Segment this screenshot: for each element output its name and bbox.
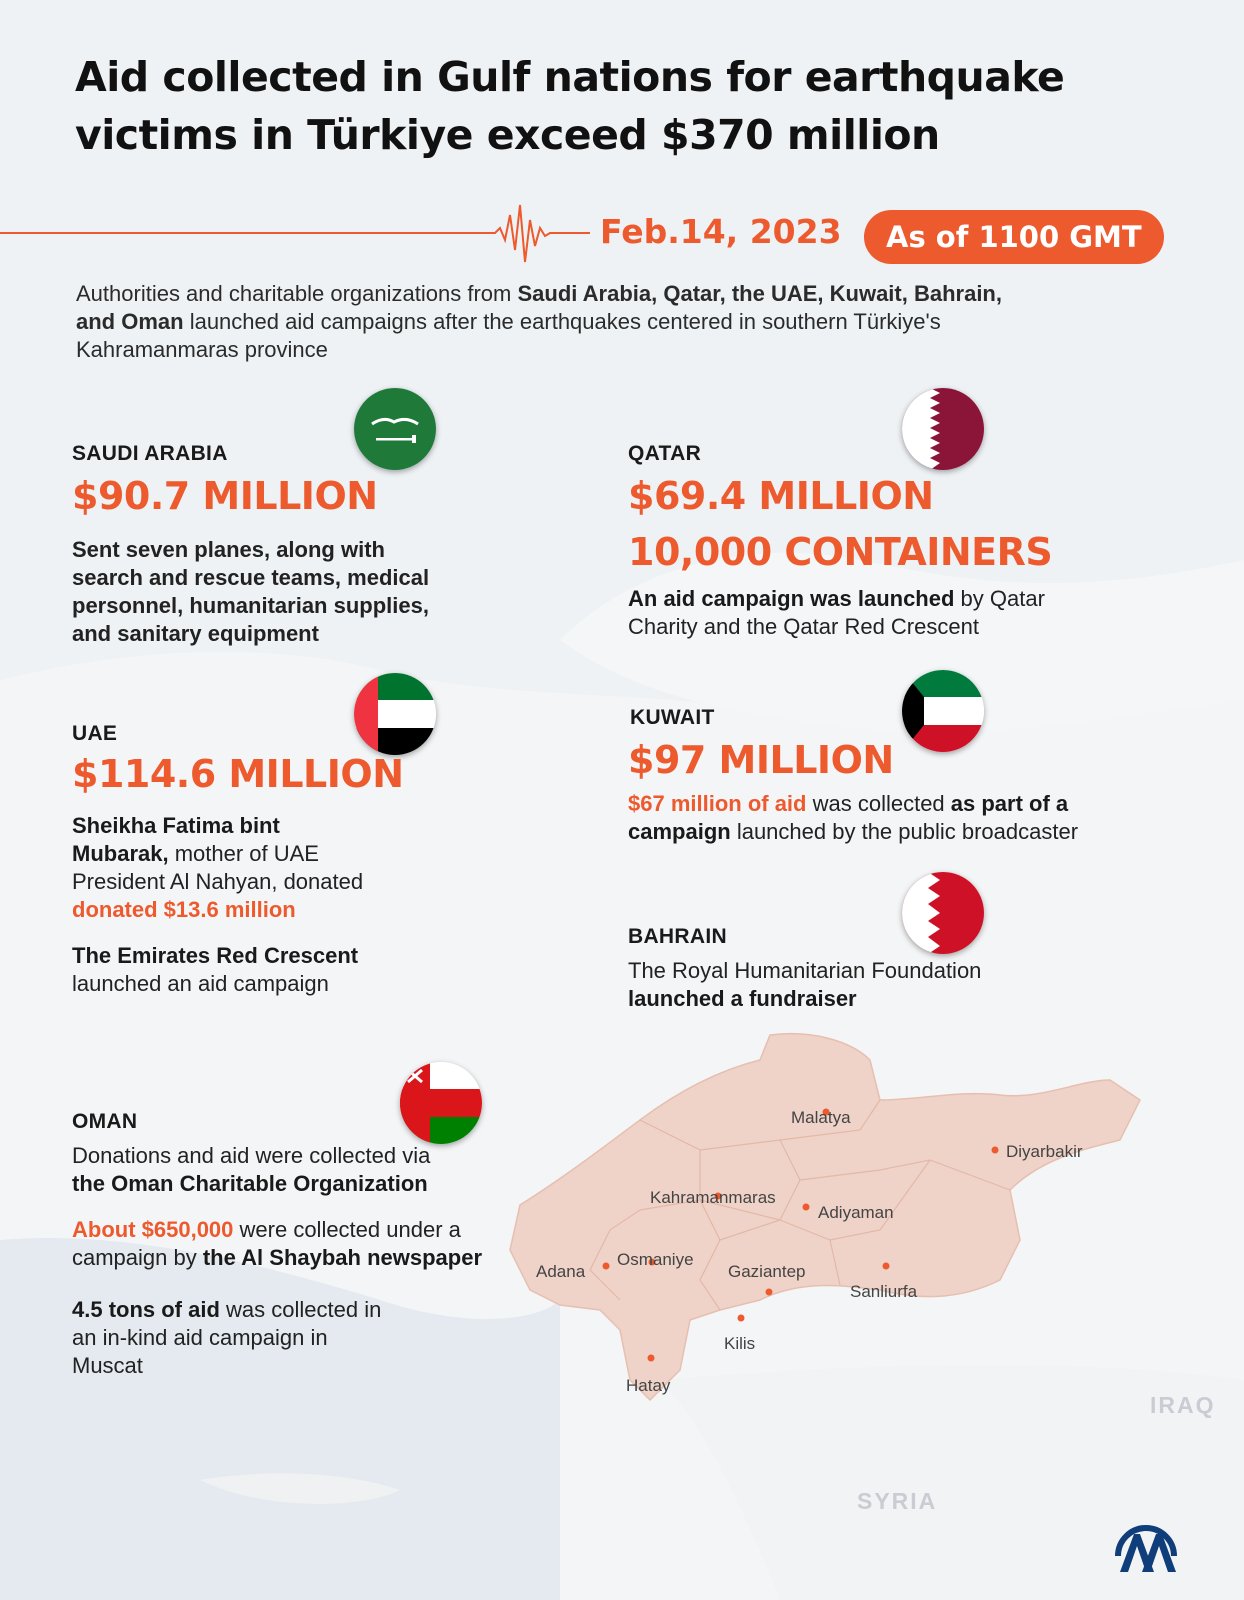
city-gaziantep: Gaziantep xyxy=(728,1262,806,1281)
saudi-amount: $90.7 MILLION xyxy=(72,474,378,518)
region-iraq: IRAQ xyxy=(1150,1392,1216,1418)
oman-name: OMAN xyxy=(72,1110,138,1133)
time-badge: As of 1100 GMT xyxy=(864,210,1164,264)
saudi-desc: Sent seven planes, along with search and rescue teams, medical personnel, humanitarian supplies, and sanitary equipment xyxy=(72,537,430,646)
city-osmaniye: Osmaniye xyxy=(617,1250,694,1269)
qatar-name: QATAR xyxy=(628,442,702,465)
city-kahramanmaras: Kahramanmaras xyxy=(650,1188,776,1207)
city-sanliurfa: Sanliurfa xyxy=(850,1282,918,1301)
city-hatay: Hatay xyxy=(626,1376,671,1395)
aa-logo xyxy=(1112,1512,1180,1576)
saudi-name: SAUDI ARABIA xyxy=(72,442,228,465)
bahrain-name: BAHRAIN xyxy=(628,925,727,948)
city-adana: Adana xyxy=(536,1262,586,1281)
qatar-containers: 10,000 CONTAINERS xyxy=(628,530,1053,574)
city-kilis: Kilis xyxy=(724,1334,756,1353)
bahrain-desc: The Royal Humanitarian Foundation launched a fundraiser xyxy=(628,958,982,1011)
intro-text: Authorities and charitable organizations from Saudi Arabia, Qatar, the UAE, Kuwait, Bahrain, and Oman launched aid campaigns after the earthquakes centered in southern Türkiye's Kahramanmaras province xyxy=(76,281,1002,362)
kuwait-amount: $97 MILLION xyxy=(628,738,894,782)
region-syria: SYRIA xyxy=(857,1488,938,1514)
kuwait-desc: $67 million of aid was collected as part of a campaign launched by the public broadcaster xyxy=(628,791,1079,844)
qatar-amount: $69.4 MILLION xyxy=(628,474,934,518)
uae-name: UAE xyxy=(72,722,118,745)
page-title: Aid collected in Gulf nations for earthquake victims in Türkiye exceed $370 million xyxy=(75,53,1065,159)
qatar-desc: An aid campaign was launched by Qatar Charity and the Qatar Red Crescent xyxy=(628,586,1045,639)
uae-amount: $114.6 MILLION xyxy=(72,752,404,796)
oman-desc: Donations and aid were collected via the Oman Charitable Organization About $650,000 were collected under a campaign by the Al Shaybah newspaper 4.5 tons of aid was collected in an in-kind aid campaign in Muscat xyxy=(72,1143,483,1378)
uae-desc: Sheikha Fatima bint Mubarak, mother of UAE President Al Nahyan, donated donated $13.6 million The Emirates Red Crescent launched an aid campaign xyxy=(72,813,364,996)
kuwait-name: KUWAIT xyxy=(630,706,715,729)
date-label: Feb.14, 2023 xyxy=(600,212,842,251)
city-diyarbakir: Diyarbakir xyxy=(1006,1142,1083,1161)
city-malatya: Malatya xyxy=(791,1108,851,1127)
city-adiyaman: Adiyaman xyxy=(818,1203,894,1222)
